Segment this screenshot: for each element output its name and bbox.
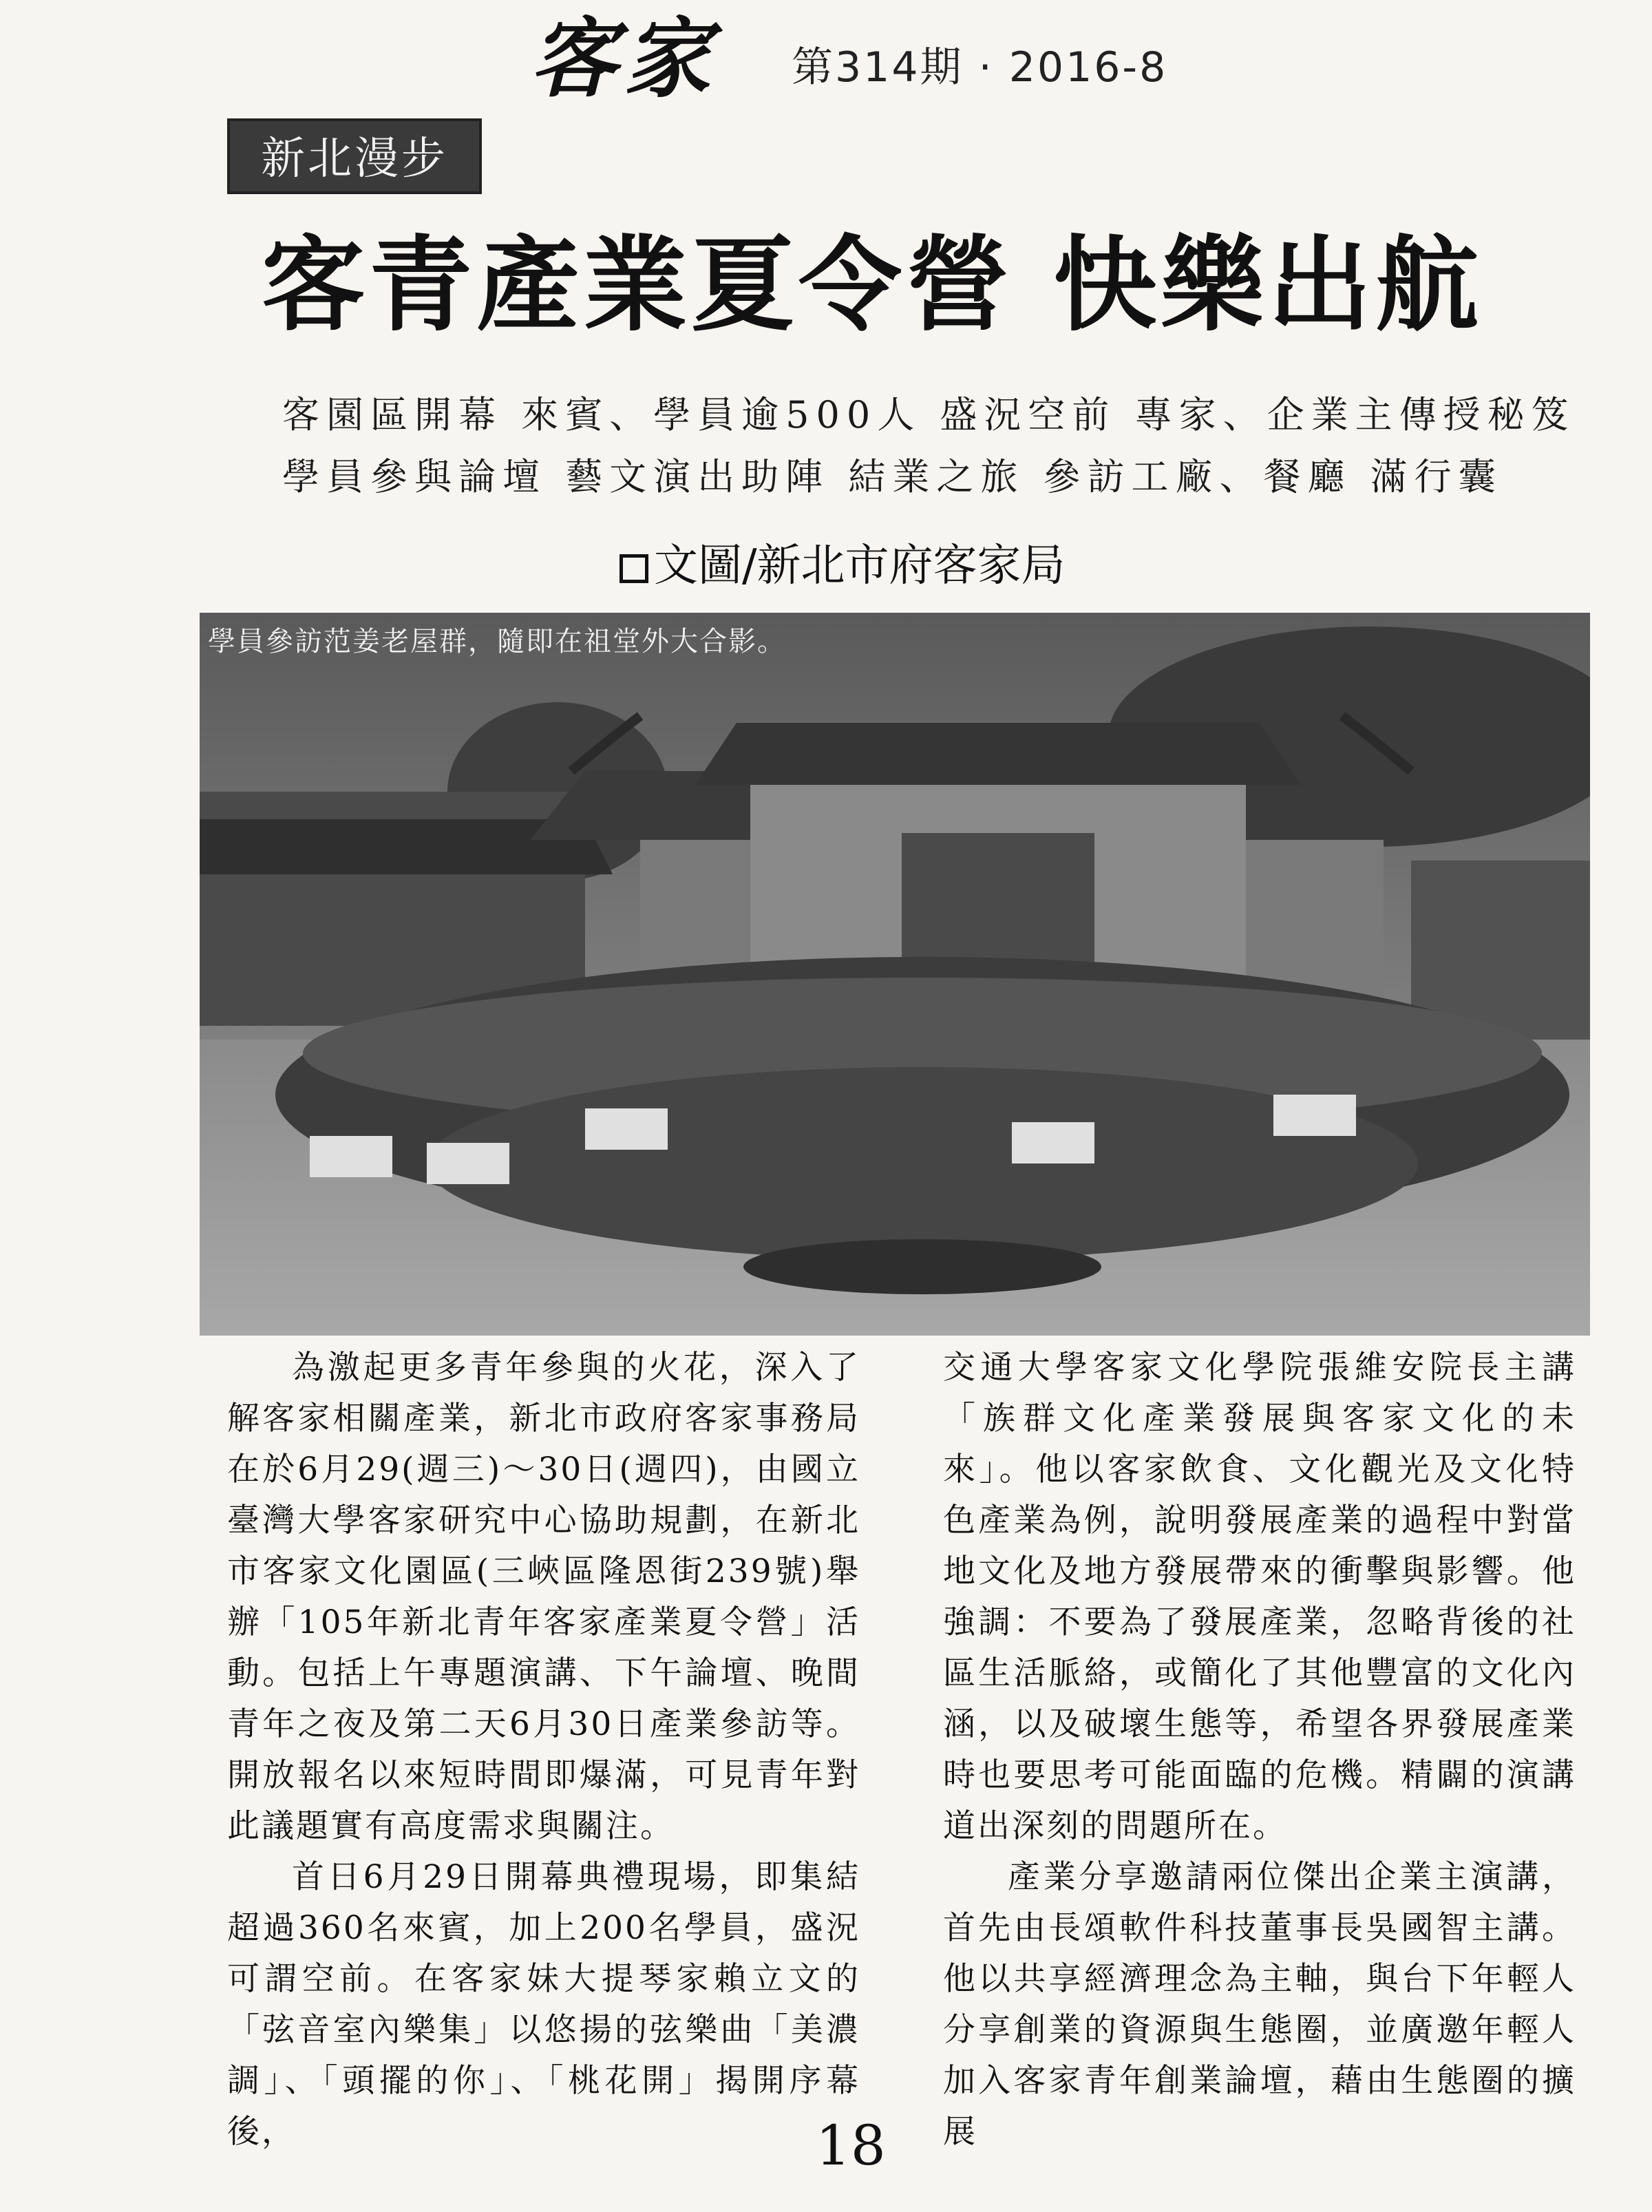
- photo-caption: 學員參訪范姜老屋群，隨即在祖堂外大合影。: [208, 626, 786, 657]
- subheadline-1: 客園區開幕 來賓、學員逾500人 盛況空前 專家、企業主傳授秘笈: [282, 393, 1576, 436]
- page-number: 18: [816, 2114, 886, 2178]
- article-column-right: [943, 1342, 1576, 2158]
- article-paragraph: 為激起更多青年參與的火花，深入了解客家相關產業，新北市政府客家事務局在於6月29(週三)～30日(週四)，由國立臺灣大學客家研究中心協助規劃，在新北市客家文化園區(三峽區隆恩街239號)舉辦「105年新北青年客家產業夏令營」活動。包括上午專題演講、下午論壇、晚間青年之夜及第二天6月30日產業參訪等。開放報名以來短時間即爆滿，可見青年對此議題實有高度需求與關注。: [227, 1349, 860, 1845]
- article-paragraph: 首日6月29日開幕典禮現場，即集結超過360名來賓，加上200名學員，盛況可謂空前。在客家妹大提琴家賴立文的「弦音室內樂集」以悠揚的弦樂曲「美濃調」、「頭擺的你」、「桃花開」揭開序幕後，: [227, 1858, 860, 2151]
- checkbox-square-icon: [620, 554, 648, 583]
- publication-logo: 客家: [530, 8, 717, 109]
- credit-text: 文圖/新北市府客家局: [654, 540, 1066, 591]
- group-photo-illustration: [200, 613, 1590, 1336]
- credit-line: [620, 530, 1066, 593]
- section-tag: 新北漫步: [227, 118, 482, 194]
- group-photo: [200, 613, 1590, 1336]
- article-column-left: [227, 1342, 860, 2158]
- subheadline-2: 學員參與論壇 藝文演出助陣 結業之旅 參訪工廠、餐廳 滿行囊: [282, 455, 1503, 498]
- masthead: [530, 7, 1494, 110]
- article-paragraph: 產業分享邀請兩位傑出企業主演講，首先由長頌軟件科技董事長吳國智主講。他以共享經濟理念為主軸，與台下年輕人分享創業的資源與生態圈，並廣邀年輕人加入客家青年創業論壇，藉由生態圈的擴展: [943, 1858, 1576, 2151]
- headline: 客青產業夏令營 快樂出航: [262, 226, 1483, 346]
- article-paragraph: 交通大學客家文化學院張維安院長主講「族群文化產業發展與客家文化的未來」。他以客家飲食、文化觀光及文化特色產業為例，說明發展產業的過程中對當地文化及地方發展帶來的衝擊與影響。他強調：不要為了發展產業，忽略背後的社區生活脈絡，或簡化了其他豐富的文化內涵，以及破壞生態等，希望各界發展產業時也要思考可能面臨的危機。精闢的演講道出深刻的問題所在。: [943, 1349, 1576, 1845]
- issue-info: 第314期 · 2016-8: [792, 43, 1168, 92]
